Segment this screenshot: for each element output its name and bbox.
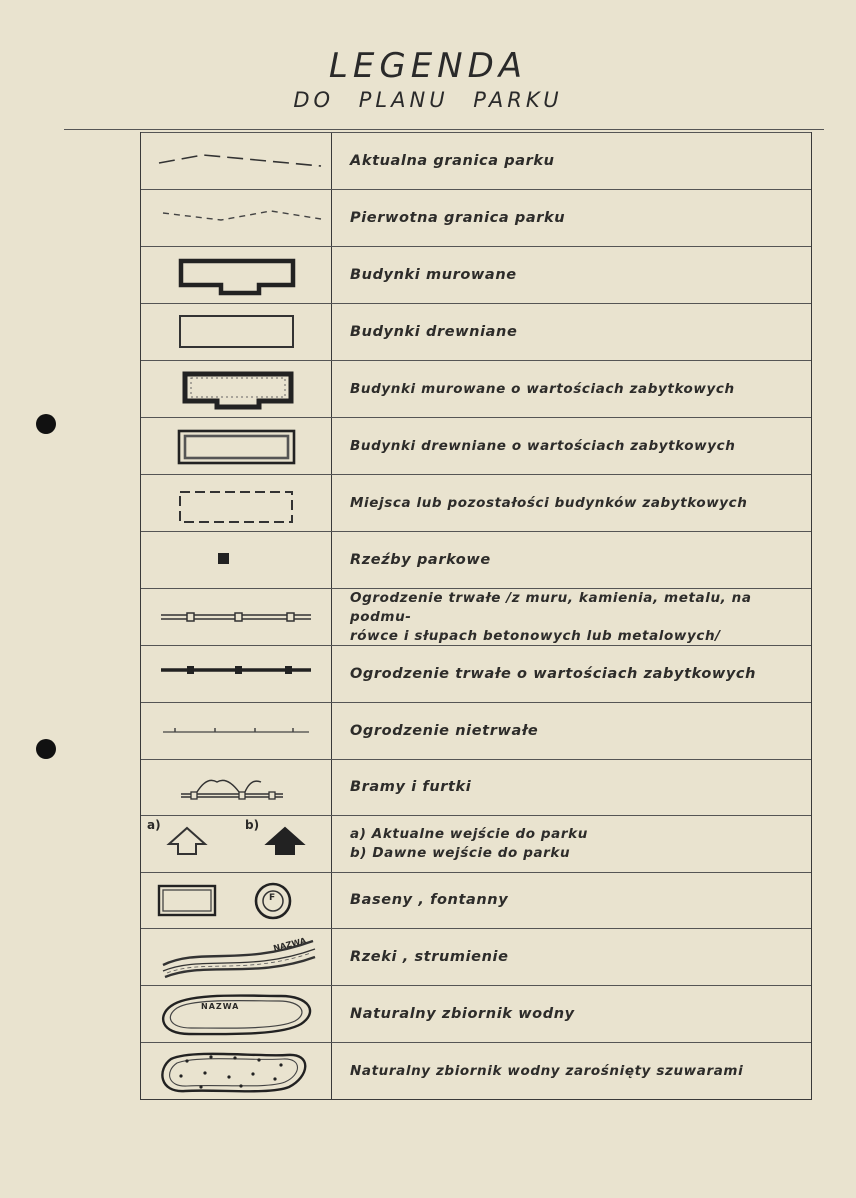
punch-hole bbox=[36, 739, 56, 759]
legend-row bbox=[141, 702, 811, 759]
legend-row bbox=[141, 928, 811, 985]
legend-symbol bbox=[141, 646, 332, 702]
legend-symbol bbox=[141, 418, 332, 474]
rectangle-icon bbox=[141, 418, 331, 475]
fence-line-icon bbox=[141, 703, 331, 760]
legend-row bbox=[141, 815, 811, 872]
legend-label-line2: rówce i słupach betonowych lub metalowych/ bbox=[350, 627, 721, 644]
dashed-rectangle-icon bbox=[141, 475, 331, 532]
arrow-up-icon bbox=[141, 816, 331, 873]
fence-line-icon bbox=[141, 589, 331, 646]
legend-row bbox=[141, 360, 811, 417]
legend-symbol bbox=[141, 703, 332, 759]
legend-row bbox=[141, 645, 811, 702]
page-title: LEGENDA bbox=[328, 46, 528, 86]
rectangle-icon bbox=[141, 247, 331, 304]
legend-symbol bbox=[141, 532, 332, 588]
legend-label: Aktualna granica parku bbox=[350, 152, 555, 169]
river-name: NAZWA bbox=[272, 936, 307, 953]
legend-symbol bbox=[141, 133, 332, 189]
rectangle-icon bbox=[141, 361, 331, 418]
legend-label: Ogrodzenie trwałe o wartościach zabytkowych bbox=[350, 665, 757, 682]
legend-symbol bbox=[141, 873, 332, 928]
pond-with-reeds-icon bbox=[141, 1043, 331, 1100]
legend-symbol bbox=[141, 190, 332, 246]
legend-symbol bbox=[141, 816, 332, 872]
legend-row bbox=[141, 531, 811, 588]
legend-label: Miejsca lub pozostałości budynków zabytkowych bbox=[350, 494, 748, 511]
legend-symbol bbox=[141, 1043, 332, 1099]
legend-row bbox=[141, 417, 811, 474]
legend-row bbox=[141, 132, 811, 189]
legend-label: Rzeźby parkowe bbox=[350, 551, 491, 568]
legend-label-line1: Ogrodzenie trwałe /z muru, kamienia, metalu, na podmu- bbox=[350, 589, 752, 625]
gate-icon bbox=[141, 760, 331, 816]
filled-square-icon bbox=[141, 532, 331, 589]
legend-row bbox=[141, 588, 811, 645]
legend-symbol bbox=[141, 361, 332, 417]
legend-label: Ogrodzenie nietrwałe bbox=[350, 722, 539, 739]
legend-label: Budynki murowane o wartościach zabytkowych bbox=[350, 380, 735, 397]
legend-symbol bbox=[141, 986, 332, 1042]
legend-label bbox=[332, 816, 811, 872]
legend-row bbox=[141, 1042, 811, 1099]
rectangle-icon bbox=[141, 304, 331, 361]
legend-row bbox=[141, 474, 811, 531]
punch-hole bbox=[36, 414, 56, 434]
legend-table bbox=[140, 132, 812, 1100]
dashed-line-icon bbox=[141, 133, 331, 190]
legend-label: Naturalny zbiornik wodny bbox=[350, 1005, 575, 1022]
legend-label: Budynki drewniane bbox=[350, 323, 518, 340]
legend-label bbox=[332, 589, 811, 645]
legend-label: Baseny , fontanny bbox=[350, 892, 509, 908]
mark-b: b) bbox=[245, 818, 260, 832]
legend-row bbox=[141, 759, 811, 815]
legend-row bbox=[141, 872, 811, 928]
top-rule bbox=[64, 129, 824, 130]
legend-symbol bbox=[141, 929, 332, 985]
legend-row bbox=[141, 985, 811, 1042]
pool-fountain-icon bbox=[141, 873, 331, 929]
legend-label: Budynki murowane bbox=[350, 266, 517, 283]
legend-symbol bbox=[141, 304, 332, 360]
legend-row bbox=[141, 189, 811, 246]
legend-symbol bbox=[141, 475, 332, 531]
legend-label-line1: a) Aktualne wejście do parku bbox=[350, 826, 588, 842]
mark-a: a) bbox=[147, 818, 161, 832]
legend-label: Budynki drewniane o wartościach zabytkowych bbox=[350, 437, 736, 454]
legend-row bbox=[141, 246, 811, 303]
legend-symbol bbox=[141, 589, 332, 645]
legend-row bbox=[141, 303, 811, 360]
fountain-mark: F bbox=[269, 893, 276, 903]
legend-label-line2: b) Dawne wejście do parku bbox=[350, 845, 571, 861]
legend-label: Pierwotna granica parku bbox=[350, 209, 566, 226]
fence-line-icon bbox=[141, 646, 331, 703]
legend-label: Naturalny zbiornik wodny zarośnięty szuwarami bbox=[350, 1062, 744, 1079]
legend-label: Bramy i furtki bbox=[350, 779, 472, 795]
legend-symbol bbox=[141, 247, 332, 303]
page-subtitle: DO PLANU PARKU bbox=[293, 88, 563, 112]
dashed-line-icon bbox=[141, 190, 331, 247]
legend-label: Rzeki , strumienie bbox=[350, 948, 509, 965]
legend-symbol bbox=[141, 760, 332, 815]
pond-name: NAZWA bbox=[201, 1002, 240, 1011]
pond-icon bbox=[141, 986, 331, 1043]
